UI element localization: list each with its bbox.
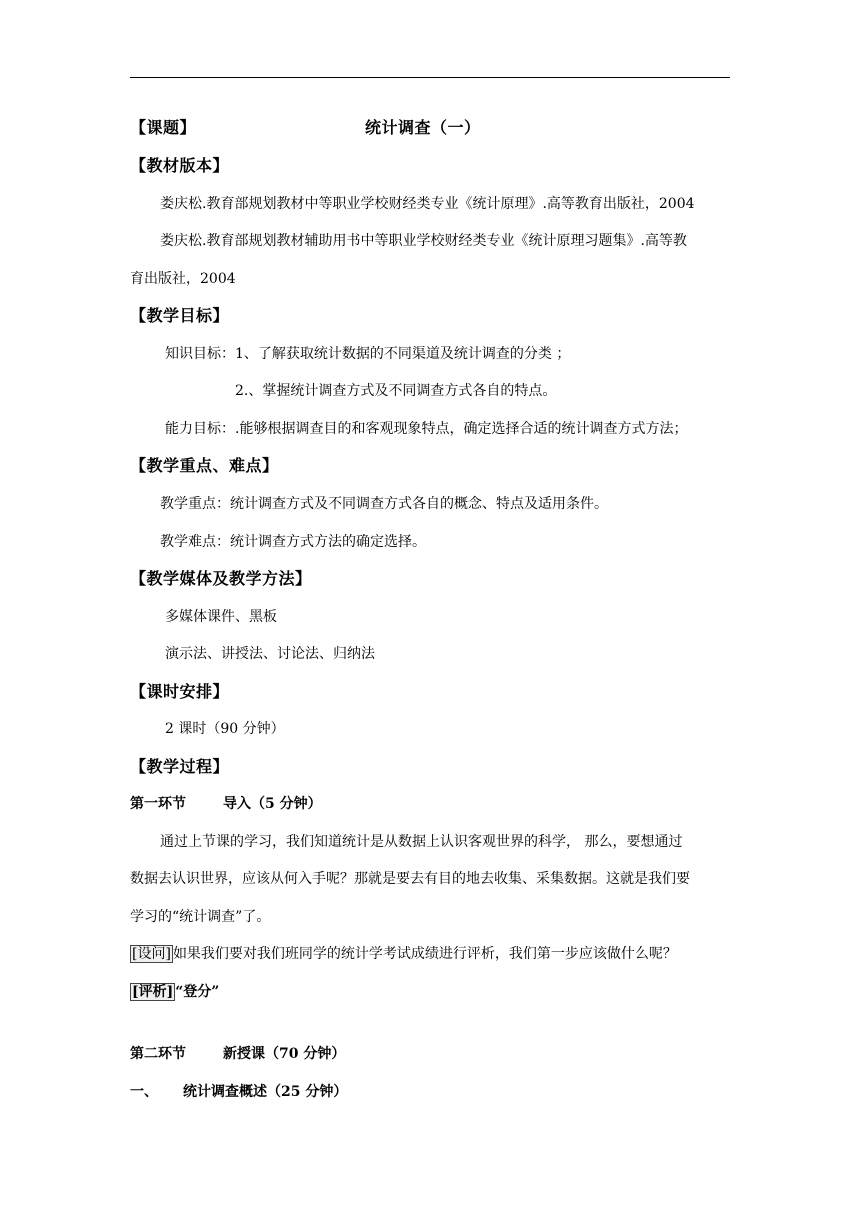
section1-number: 一、 xyxy=(130,1084,158,1100)
textbook-line-2b: 育出版社，2004 xyxy=(130,271,236,287)
media-heading: 【教学媒体及教学方法】 xyxy=(130,569,312,588)
keypoints-heading: 【教学重点、难点】 xyxy=(130,456,279,475)
textbook-heading: 【教材版本】 xyxy=(130,156,230,175)
difficult-point: 教学难点：统计调查方式方法的确定选择。 xyxy=(160,534,426,550)
question-tag: [设问] xyxy=(132,946,171,962)
objectives-heading: 【教学目标】 xyxy=(130,306,230,325)
header-rule xyxy=(130,77,730,78)
section1-title: 统计调查概述（25 分钟） xyxy=(183,1084,348,1100)
page-title: 统计调查（一） xyxy=(365,118,481,137)
schedule-heading: 【课时安排】 xyxy=(130,682,230,701)
methods-list: 演示法、讲授法、讨论法、归纳法 xyxy=(165,646,375,662)
knowledge-objective-2: 2.、掌握统计调查方式及不同调查方式各自的特点。 xyxy=(235,383,557,399)
textbook-line-2a: 娄庆松.教育部规划教材辅助用书中等职业学校财经类专业《统计原理习题集》.高等教 xyxy=(160,233,687,249)
analysis-paragraph xyxy=(130,982,219,1002)
step2-label: 第二环节 xyxy=(130,1046,186,1062)
ability-objective: 能力目标：.能够根据调查目的和客观现象特点，确定选择合适的统计调查方式方法； xyxy=(165,421,688,437)
intro-line-1: 通过上节课的学习，我们知道统计是从数据上认识客观世界的科学， 那么，要想通过 xyxy=(160,834,683,850)
analysis-text: “登分” xyxy=(175,984,220,1000)
textbook-line-1: 娄庆松.教育部规划教材中等职业学校财经类专业《统计原理》.高等教育出版社，2004 xyxy=(160,196,695,212)
topic-label: 【课题】 xyxy=(130,118,197,137)
intro-line-3: 学习的“统计调查”了。 xyxy=(130,909,271,925)
analysis-tag: [评析] xyxy=(132,984,174,1000)
question-text: 如果我们要对我们班同学的统计学考试成绩进行评析，我们第一步应该做什么呢？ xyxy=(172,946,677,962)
knowledge-objective-1: 知识目标：1、了解获取统计数据的不同渠道及统计调查的分类 ； xyxy=(165,346,571,362)
process-heading: 【教学过程】 xyxy=(130,757,230,776)
step1-label: 第一环节 xyxy=(130,796,186,812)
intro-line-2: 数据去认识世界，应该从何入手呢？那就是要去有目的地去收集、采集数据。这就是我们要 xyxy=(130,871,690,887)
media-list: 多媒体课件、黑板 xyxy=(165,609,277,625)
question-paragraph xyxy=(130,944,677,964)
step1-title: 导入（5 分钟） xyxy=(223,796,322,812)
step2-title: 新授课（70 分钟） xyxy=(223,1046,346,1062)
schedule-hours: 2 课时（90 分钟） xyxy=(165,721,285,737)
key-point: 教学重点：统计调查方式及不同调查方式各自的概念、特点及适用条件。 xyxy=(160,496,608,512)
